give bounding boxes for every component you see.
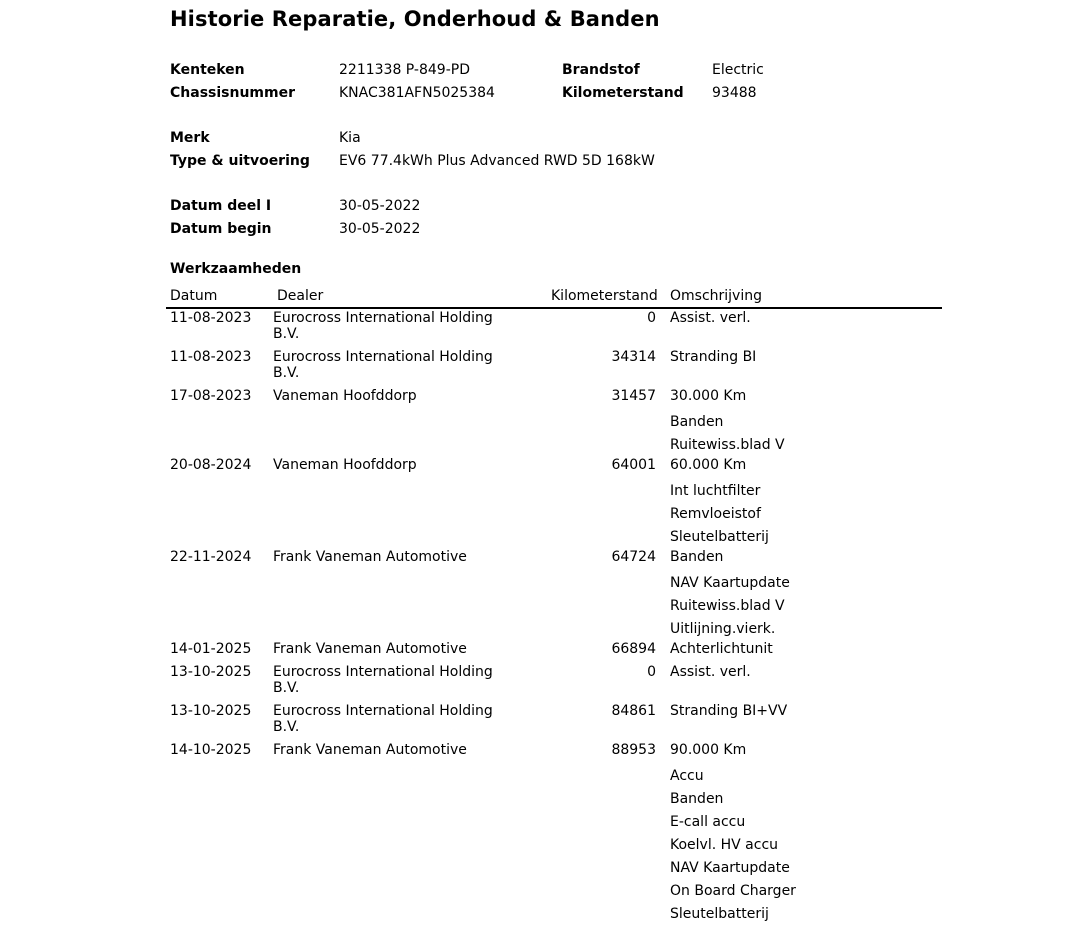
brandstof-label: Brandstof [562, 62, 640, 78]
row-description-line: Accu [670, 768, 704, 784]
row-km: 66894 [611, 641, 656, 657]
row-description-line: Ruitewiss.blad V [670, 437, 785, 453]
row-description-line: Achterlichtunit [670, 641, 773, 657]
row-km: 88953 [611, 742, 656, 758]
row-description-line: NAV Kaartupdate [670, 860, 790, 876]
table-row [166, 641, 942, 664]
row-date: 22-11-2024 [170, 549, 252, 565]
row-description [656, 703, 787, 735]
werkzaamheden-title: Werkzaamheden [170, 261, 302, 277]
row-description-line: Ruitewiss.blad V [670, 598, 785, 614]
row-dealer [273, 742, 513, 919]
row-km: 0 [647, 664, 656, 680]
row-date: 11-08-2023 [170, 349, 252, 365]
kilometerstand-value: 93488 [712, 85, 757, 101]
row-dealer-line: Eurocross International Holding [273, 703, 493, 719]
row-dealer-line: Frank Vaneman Automotive [273, 549, 467, 565]
row-dealer-line: Eurocross International Holding [273, 664, 493, 680]
table-row [166, 349, 942, 388]
row-description [656, 388, 785, 453]
row-dealer-line: B.V. [273, 680, 300, 696]
kilometerstand-label: Kilometerstand [562, 85, 684, 101]
row-description-line: Sleutelbatterij [670, 529, 769, 545]
header-date: Datum [170, 288, 218, 304]
row-description-line: Banden [670, 549, 724, 565]
row-description [656, 742, 796, 922]
header-desc: Omschrijving [670, 288, 762, 304]
row-dealer-line: B.V. [273, 365, 300, 381]
row-description-line: Remvloeistof [670, 506, 761, 522]
type-label: Type & uitvoering [170, 153, 310, 169]
row-description-line: 60.000 Km [670, 457, 747, 473]
row-date: 13-10-2025 [170, 664, 252, 680]
page-title: Historie Reparatie, Onderhoud & Banden [170, 7, 660, 31]
table-row [166, 742, 942, 926]
row-description-line: Assist. verl. [670, 310, 751, 326]
type-value: EV6 77.4kWh Plus Advanced RWD 5D 168kW [339, 153, 655, 169]
row-dealer-line: Vaneman Hoofddorp [273, 457, 417, 473]
table-row [166, 664, 942, 703]
row-description-line: 90.000 Km [670, 742, 747, 758]
chassisnummer-value: KNAC381AFN5025384 [339, 85, 495, 101]
row-description-line: Banden [670, 791, 724, 807]
row-description-line: Koelvl. HV accu [670, 837, 779, 853]
row-dealer [273, 310, 513, 342]
datum-begin-label: Datum begin [170, 221, 272, 237]
row-dealer [273, 549, 513, 634]
row-description-line: 30.000 Km [670, 388, 747, 404]
row-description [656, 457, 769, 545]
datum-begin-value: 30-05-2022 [339, 221, 421, 237]
row-dealer-line: Eurocross International Holding [273, 310, 493, 326]
merk-label: Merk [170, 130, 210, 146]
header-dealer: Dealer [277, 288, 324, 304]
row-date: 14-01-2025 [170, 641, 252, 657]
row-km: 64001 [611, 457, 656, 473]
row-description [656, 664, 751, 696]
row-date: 20-08-2024 [170, 457, 252, 473]
row-km: 84861 [611, 703, 656, 719]
row-description-line: Sleutelbatterij [670, 906, 769, 922]
row-description-line: Stranding BI+VV [670, 703, 788, 719]
row-dealer-line: Frank Vaneman Automotive [273, 641, 467, 657]
row-dealer-line: B.V. [273, 719, 300, 735]
row-dealer-line: Vaneman Hoofddorp [273, 388, 417, 404]
row-km: 34314 [611, 349, 656, 365]
row-dealer-line: B.V. [273, 326, 300, 342]
row-km: 31457 [611, 388, 656, 404]
row-dealer [273, 641, 513, 657]
row-km: 0 [647, 310, 656, 326]
datum-deel-label: Datum deel I [170, 198, 272, 214]
row-dealer-line: Eurocross International Holding [273, 349, 493, 365]
chassisnummer-label: Chassisnummer [170, 85, 295, 101]
row-date: 14-10-2025 [170, 742, 252, 758]
datum-deel-value: 30-05-2022 [339, 198, 421, 214]
row-dealer [273, 457, 513, 542]
row-km: 64724 [611, 549, 656, 565]
row-description-line: Int luchtfilter [670, 483, 761, 499]
row-date: 17-08-2023 [170, 388, 252, 404]
table-row [166, 310, 942, 349]
kenteken-label: Kenteken [170, 62, 245, 78]
row-description [656, 310, 751, 342]
kenteken-value: 2211338 P-849-PD [339, 62, 470, 78]
row-description-line: Assist. verl. [670, 664, 751, 680]
row-dealer [273, 664, 513, 696]
row-date: 13-10-2025 [170, 703, 252, 719]
row-dealer [273, 703, 513, 735]
row-description [656, 641, 773, 657]
brandstof-value: Electric [712, 62, 764, 78]
row-dealer [273, 388, 513, 450]
row-description-line: Uitlijning.vierk. [670, 621, 776, 637]
table-row [166, 549, 942, 641]
row-description-line: E-call accu [670, 814, 746, 830]
table-row [166, 457, 942, 549]
row-description-line: On Board Charger [670, 883, 796, 899]
row-date: 11-08-2023 [170, 310, 252, 326]
table-row [166, 388, 942, 457]
merk-value: Kia [339, 130, 361, 146]
row-description [656, 549, 790, 637]
row-description-line: NAV Kaartupdate [670, 575, 790, 591]
header-km: Kilometerstand [551, 288, 658, 304]
row-description [656, 349, 756, 381]
table-header [166, 287, 942, 309]
table-row [166, 703, 942, 742]
row-description-line: Banden [670, 414, 724, 430]
row-dealer-line: Frank Vaneman Automotive [273, 742, 467, 758]
work-table-body [166, 310, 942, 926]
row-description-line: Stranding BI [670, 349, 757, 365]
row-dealer [273, 349, 513, 381]
